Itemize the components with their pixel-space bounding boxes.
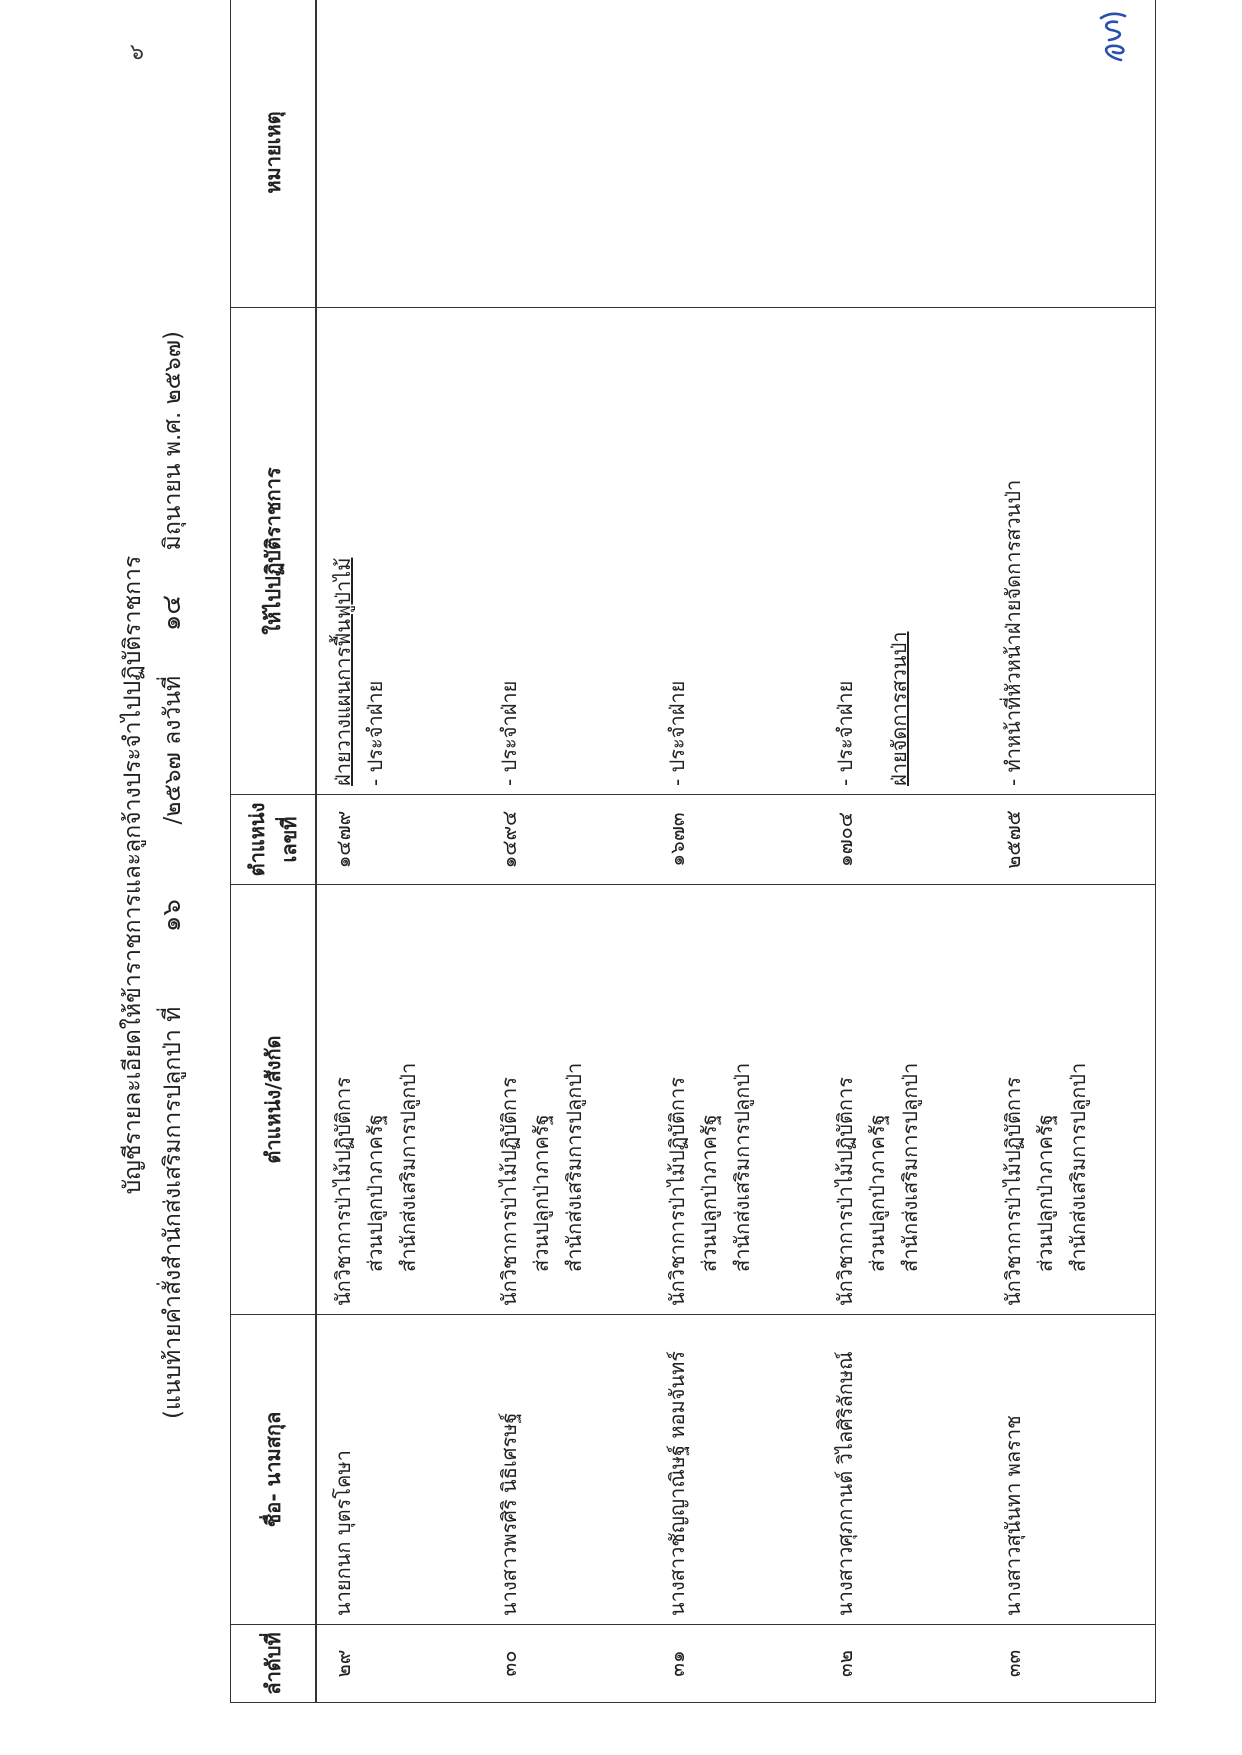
position-office: สำนักส่งเสริมการปลูกป่า [1065,1062,1090,1272]
row-position [987,885,1104,1314]
document-subtitle [155,115,190,1635]
row-position-number: ๒๕๗๕ [1001,810,1025,869]
signature-initials-icon [1091,6,1135,66]
position-title: นักวิชาการป่าไม้ปฏิบัติการ [833,1077,857,1306]
header-note: หมายเหตุ [231,0,317,308]
header-no: ลำดับที่ [231,1625,317,1703]
subtitle-suffix: มิถุนายน พ.ศ. ๒๕๖๗) [160,330,186,551]
row-position [819,885,936,1314]
row-position [483,885,600,1314]
position-title: นักวิชาการป่าไม้ปฏิบัติการ [1001,1077,1025,1306]
row-no: ๓๓ [1001,1649,1025,1678]
assignment-section: ฝ่ายวางแผนการฟื้นฟูป่าไม้ [331,557,355,786]
row-no: ๓๒ [833,1650,857,1677]
position-division: ส่วนปลูกป่าภาครัฐ [865,1114,890,1272]
position-office: สำนักส่งเสริมการปลูกป่า [897,1062,922,1272]
row-assignment [483,308,535,794]
position-title: นักวิชาการป่าไม้ปฏิบัติการ [497,1077,521,1306]
row-no: ๓๐ [497,1650,521,1677]
header-number-line2: เลขที่ [277,816,301,863]
position-division: ส่วนปลูกป่าภาครัฐ [529,1114,554,1272]
assignment-duty: - ประจำฝ่าย [833,680,857,786]
order-day: ๑๔ [157,594,187,632]
row-position-number: ๑๔๗๙ [331,810,355,869]
header-assignment: ให้ไปปฏิบัติราชการ [231,308,317,795]
row-position-number: ๑๗๐๔ [833,811,857,868]
row-assignment [987,308,1039,794]
header-number-line1: ตำแหน่ง [245,802,269,877]
row-name: นางสาวชัญญาณิษฐ์ หอมจันทร์ [665,1350,689,1616]
row-position [651,885,768,1314]
row-position [317,885,434,1314]
row-position-number: ๑๖๗๓ [665,812,689,867]
row-name: นางสาวพรศิริ นิธิเศรษฐ์ [497,1412,521,1616]
row-position-number: ๑๔๙๔ [497,810,521,869]
row-name: นายกนก บุตรโคษา [331,1450,355,1616]
position-office: สำนักส่งเสริมการปลูกป่า [729,1062,754,1272]
position-division: ส่วนปลูกป่าภาครัฐ [697,1114,722,1272]
position-division: ส่วนปลูกป่าภาครัฐ [363,1114,388,1272]
page-number: ๖ [130,40,144,65]
position-office: สำนักส่งเสริมการปลูกป่า [395,1062,420,1272]
assignment-table [230,0,1156,1703]
table-row [316,0,483,1703]
assignment-duty: - ประจำฝ่าย [363,680,388,786]
subtitle-year: /๒๕๖๗ ลงวันที่ [160,675,186,825]
row-assignment [651,308,703,794]
row-no: ๓๑ [665,1650,689,1677]
row-name: นางสาวสุนันทา พลราช [1001,1415,1025,1616]
row-assignment [819,308,926,794]
header-position: ตำแหน่ง/สังกัด [231,885,317,1315]
position-title: นักวิชาการป่าไม้ปฏิบัติการ [665,1077,689,1306]
row-no: ๒๙ [331,1649,355,1678]
subtitle-prefix: (แนบท้ายคำสั่งสำนักส่งเสริมการปลูกป่า ที่ [160,1006,186,1420]
position-office: สำนักส่งเสริมการปลูกป่า [561,1062,586,1272]
note-cell [317,0,1155,307]
position-division: ส่วนปลูกป่าภาครัฐ [1033,1114,1058,1272]
header-number [231,795,317,885]
table-header-row [231,0,317,1703]
row-name: นางสาวศุภกานต์ วิไลศิริลักษณ์ [833,1351,857,1616]
header-name: ชื่อ- นามสกุล [231,1315,317,1625]
document-title: บัญชีรายละเอียดให้ข้าราชการและลูกจ้างประจำไปปฏิบัติราชการ [120,555,146,1195]
assignment-section: ฝ่ายจัดการสวนป่า [887,631,912,786]
assignment-duty: - ประจำฝ่าย [665,680,689,786]
position-title: นักวิชาการป่าไม้ปฏิบัติการ [331,1077,355,1306]
assignment-duty: - ประจำฝ่าย [497,680,521,786]
assignment-duty: - ทำหน้าที่หัวหน้าฝ่ายจัดการสวนป่า [1001,479,1025,786]
order-number: ๑๖ [157,899,187,933]
row-assignment [317,308,402,794]
